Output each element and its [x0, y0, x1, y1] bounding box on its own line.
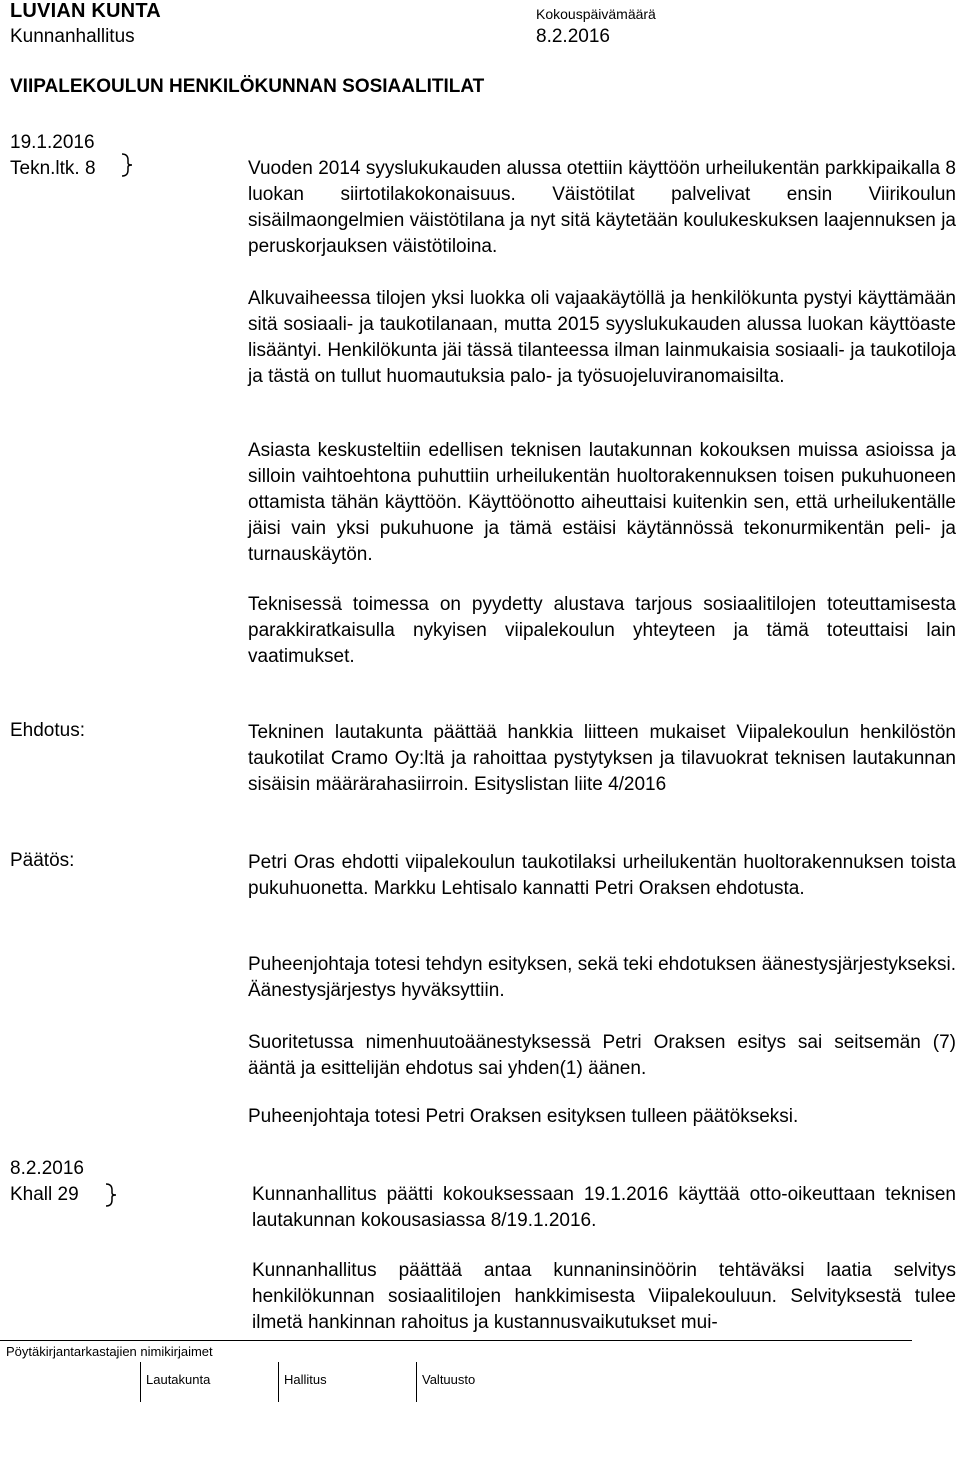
signatures-label: Pöytäkirjantarkastajien nimikirjaimet — [6, 1344, 213, 1359]
proposal-label: Ehdotus: — [10, 720, 85, 741]
section-reference: Tekn.ltk. 8 — [10, 158, 96, 179]
paragraph: Vuoden 2014 syyslukukauden alussa otettiin käyttöön urheilukentän parkkipaikalla 8 luokan siirtotilakokonaisuus. Väistötilat palvelivat ensin Viirikoulun sisäilmaongelmien väistötilana ja nyt sitä käytetään koulukeskuksen laajennuksen ja peruskorjauksen väistötiloina. — [248, 158, 956, 257]
decision-paragraph: Puheenjohtaja totesi Petri Oraksen esityksen tulleen päätökseksi. — [248, 1106, 799, 1127]
decision-paragraph: Petri Oras ehdotti viipalekoulun taukotilaksi urheilukentän huoltorakennuksen toista pukuhuonetta. Markku Lehtisalo kannatti Petri Oraksen ehdotusta. — [248, 852, 956, 899]
meeting-date: 8.2.2016 — [536, 26, 610, 47]
paragraph: Asiasta keskusteltiin edellisen teknisen lautakunnan kokouksen muissa asioissa ja silloin vaihtoehtona puhuttiin urheilukentän huoltorakennuksen toisen pukuhuoneen ottamista tähän käyttöön. Käyttöönotto aiheuttaisi kuitenkin sen, että urheilukentälle jäisi vain yksi pukuhuone ja tämä estäisi käytännössä tekonurmikentän peli- ja turnauskäytön. — [248, 440, 956, 565]
body-name: Kunnanhallitus — [10, 26, 135, 47]
footer-column-valtuusto: Valtuusto — [422, 1372, 476, 1387]
paragraph: Alkuvaiheessa tilojen yksi luokka oli vajaakäytöllä ja henkilökunta pystyi käyttämään sitä sosiaali- ja taukotilanaan, mutta 2015 syyslukukauden alussa luokan käyttöaste lisääntyi. Henkilökunta jäi tässä tilanteessa ilman lainmukaisia sosiaali- ja taukotiloja ja tästä on tullut huomautuksia palo- ja työsuojeluviranomaisilta. — [248, 288, 956, 387]
section-date: 19.1.2016 — [10, 132, 95, 153]
decision-label: Päätös: — [10, 850, 75, 871]
document-title: VIIPALEKOULUN HENKILÖKUNNAN SOSIAALITILAT — [10, 76, 485, 97]
section-bracket-icon — [104, 1182, 124, 1208]
footer-divider — [140, 1362, 141, 1402]
footer-divider — [278, 1362, 279, 1402]
footer-column-hallitus: Hallitus — [284, 1372, 327, 1387]
footer-divider — [416, 1362, 417, 1402]
paragraph: Kunnanhallitus päättää antaa kunnaninsinöörin tehtäväksi laatia selvitys henkilökunnan sosiaalitilojen hankkimisesta Viipalekouluun. Selvityksestä tulee ilmetä hankinnan rahoitus ja kustannusvaikutukset mui- — [252, 1260, 956, 1333]
proposal-text: Tekninen lautakunta päättää hankkia liitteen mukaiset Viipalekoulun henkilöstön taukotilat Cramo Oy:ltä ja rahoittaa pystytyksen ja tilavuokrat teknisen lautakunnan sisäisin määrärahasiirroin. Esityslistan liite 4/2016 — [248, 722, 956, 795]
meeting-date-label: Kokouspäivämäärä — [536, 6, 656, 22]
decision-paragraph: Suoritetussa nimenhuutoäänestyksessä Petri Oraksen esitys sai seitsemän (7) ääntä ja esittelijän ehdotus sai yhden(1) äänen. — [248, 1032, 956, 1079]
section-date: 8.2.2016 — [10, 1158, 84, 1179]
decision-paragraph: Puheenjohtaja totesi tehdyn esityksen, sekä teki ehdotuksen äänestysjärjestykseksi. Äänestysjärjestys hyväksyttiin. — [248, 954, 956, 1001]
paragraph: Teknisessä toimessa on pyydetty alustava tarjous sosiaalitilojen toteuttamisesta parakkiratkaisulla nykyisen viipalekoulun yhteyteen ja tämä toteuttaisi lain vaatimukset. — [248, 594, 956, 667]
footer-column-lautakunta: Lautakunta — [146, 1372, 211, 1387]
organization-name: LUVIAN KUNTA — [10, 0, 161, 22]
section-reference: Khall 29 — [10, 1184, 79, 1205]
section-bracket-icon — [120, 152, 140, 178]
paragraph: Kunnanhallitus päätti kokouksessaan 19.1.2016 käyttää otto-oikeuttaan teknisen lautakunnan kokousasiassa 8/19.1.2016. — [252, 1184, 956, 1231]
footer-divider — [0, 1340, 912, 1341]
